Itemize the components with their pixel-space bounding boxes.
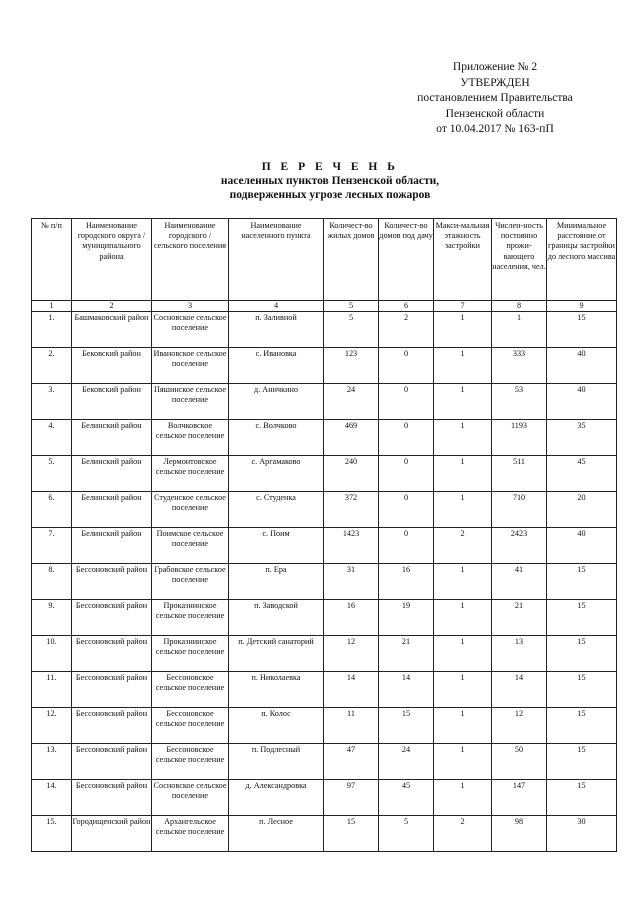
column-header: Наименование населенного пункта	[229, 219, 324, 301]
table-cell: 14	[379, 672, 434, 708]
column-number: 2	[72, 301, 152, 312]
table-cell: 14	[324, 672, 379, 708]
table-cell: с. Студенка	[229, 492, 324, 528]
table-cell: 40	[547, 384, 617, 420]
column-header: № п/п	[32, 219, 72, 301]
table-cell: 2.	[32, 348, 72, 384]
table-cell: 21	[492, 600, 547, 636]
approval-block	[395, 60, 595, 138]
table-cell: 3.	[32, 384, 72, 420]
table-cell: 35	[547, 420, 617, 456]
table-cell: 1	[434, 456, 492, 492]
table-row	[32, 312, 617, 348]
table-cell: 5	[379, 816, 434, 852]
table-row	[32, 348, 617, 384]
table-cell: 0	[379, 528, 434, 564]
table-cell: Бессоновский район	[72, 600, 152, 636]
table-cell: 2423	[492, 528, 547, 564]
table-cell: 98	[492, 816, 547, 852]
column-number: 5	[324, 301, 379, 312]
table-cell: 40	[547, 348, 617, 384]
table-cell: 123	[324, 348, 379, 384]
table-cell: Проказнинское сельское поселение	[152, 600, 229, 636]
table-cell: 0	[379, 456, 434, 492]
table-cell: 12	[324, 636, 379, 672]
table-cell: п. Подлесный	[229, 744, 324, 780]
table-cell: 710	[492, 492, 547, 528]
column-number: 9	[547, 301, 617, 312]
table-cell: 12	[492, 708, 547, 744]
table-row	[32, 708, 617, 744]
table-cell: п. Заводской	[229, 600, 324, 636]
table-cell: 21	[379, 636, 434, 672]
table-cell: Белинский район	[72, 456, 152, 492]
table-cell: 15	[547, 600, 617, 636]
table-row	[32, 780, 617, 816]
table-cell: 0	[379, 492, 434, 528]
table-cell: 45	[379, 780, 434, 816]
table-cell: 97	[324, 780, 379, 816]
table-cell: 19	[379, 600, 434, 636]
table-cell: Бековский район	[72, 348, 152, 384]
table-cell: 469	[324, 420, 379, 456]
table-cell: 4.	[32, 420, 72, 456]
table-cell: Бессоновский район	[72, 636, 152, 672]
approval-resolution: постановлением Правительства	[417, 92, 573, 104]
table-cell: Волчковское сельское поселение	[152, 420, 229, 456]
table-cell: с. Аргамаково	[229, 456, 324, 492]
table-cell: Поимское сельское поселение	[152, 528, 229, 564]
table-cell: 20	[547, 492, 617, 528]
column-number: 6	[379, 301, 434, 312]
table-cell: 47	[324, 744, 379, 780]
table-cell: Белинский район	[72, 420, 152, 456]
table-cell: 13.	[32, 744, 72, 780]
table-cell: 1193	[492, 420, 547, 456]
table-cell: 10.	[32, 636, 72, 672]
title-subtitle-line2: подверженных угрозе лесных пожаров	[229, 189, 431, 201]
table-row	[32, 600, 617, 636]
table-cell: 41	[492, 564, 547, 600]
table-row	[32, 816, 617, 852]
table-cell: 40	[547, 528, 617, 564]
table-cell: Грабовское сельское поселение	[152, 564, 229, 600]
table-cell: 5.	[32, 456, 72, 492]
table-cell: Архангельское сельское поселение	[152, 816, 229, 852]
column-header: Количест-во жилых домов	[324, 219, 379, 301]
table-cell: 12.	[32, 708, 72, 744]
table-cell: 1	[434, 492, 492, 528]
column-number-row	[32, 301, 617, 312]
table-cell: 15	[547, 312, 617, 348]
table-cell: 1	[434, 672, 492, 708]
table-cell: Белинский район	[72, 528, 152, 564]
column-header: Макси-мальная этажность застройки	[434, 219, 492, 301]
table-cell: 511	[492, 456, 547, 492]
settlements-table	[31, 218, 617, 852]
table-cell: 1	[434, 420, 492, 456]
column-header: Минимальное расстояние от границы застройки до лесного массива	[547, 219, 617, 301]
table-cell: Бессоновский район	[72, 780, 152, 816]
table-cell: 16	[379, 564, 434, 600]
table-row	[32, 456, 617, 492]
table-cell: п. Колос	[229, 708, 324, 744]
table-cell: Пяшинское сельское поселение	[152, 384, 229, 420]
table-cell: 11.	[32, 672, 72, 708]
table-cell: п. Ера	[229, 564, 324, 600]
table-cell: 15	[379, 708, 434, 744]
column-header: Наименование городского / сельского поселения	[152, 219, 229, 301]
table-row	[32, 744, 617, 780]
table-cell: Проказнинское сельское поселение	[152, 636, 229, 672]
table-cell: д. Аничкино	[229, 384, 324, 420]
table-cell: д. Александровка	[229, 780, 324, 816]
table-cell: Студенское сельское поселение	[152, 492, 229, 528]
table-cell: Бессоновский район	[72, 672, 152, 708]
table-cell: Бековский район	[72, 384, 152, 420]
table-cell: 2	[434, 528, 492, 564]
table-cell: 14	[492, 672, 547, 708]
table-cell: Башмаковский район	[72, 312, 152, 348]
table-body	[32, 312, 617, 852]
table-cell: Бессоновский район	[72, 744, 152, 780]
approval-region: Пензенской области	[445, 107, 545, 120]
table-cell: 0	[379, 348, 434, 384]
table-cell: 14.	[32, 780, 72, 816]
table-row	[32, 384, 617, 420]
table-cell: 1	[434, 600, 492, 636]
table-header-row	[32, 219, 617, 301]
table-cell: Лермонтовское сельское поселение	[152, 456, 229, 492]
column-header: Наименование городского округа / муниципального района	[72, 219, 152, 301]
table-cell: 372	[324, 492, 379, 528]
table-cell: 24	[324, 384, 379, 420]
table-cell: 7.	[32, 528, 72, 564]
table-cell: 15	[547, 564, 617, 600]
table-row	[32, 492, 617, 528]
table-cell: Бессоновское сельское поселение	[152, 672, 229, 708]
table-cell: 1	[434, 780, 492, 816]
table-cell: п. Николаевка	[229, 672, 324, 708]
table-cell: Бессоновский район	[72, 708, 152, 744]
table-cell: Сосновское сельское поселение	[152, 780, 229, 816]
table-row	[32, 420, 617, 456]
title-subtitle-line1: населенных пунктов Пензенской области,	[220, 175, 440, 187]
table-cell: 240	[324, 456, 379, 492]
table-cell: 30	[547, 816, 617, 852]
column-number: 4	[229, 301, 324, 312]
table-cell: Городищенский район	[72, 816, 152, 852]
table-cell: 13	[492, 636, 547, 672]
table-cell: с. Ивановка	[229, 348, 324, 384]
approval-date: от 10.04.2017 № 163-пП	[436, 123, 554, 135]
table-cell: 6.	[32, 492, 72, 528]
table-cell: 31	[324, 564, 379, 600]
table-cell: 53	[492, 384, 547, 420]
table-cell: Ивановское сельское поселение	[152, 348, 229, 384]
table-cell: 147	[492, 780, 547, 816]
table-cell: 0	[379, 384, 434, 420]
title-heading: П Е Р Е Ч Е Н Ь	[261, 161, 399, 173]
table-cell: 1	[434, 636, 492, 672]
table-cell: 2	[379, 312, 434, 348]
table-cell: 1	[492, 312, 547, 348]
table-cell: Бессоновское сельское поселение	[152, 744, 229, 780]
table-cell: 16	[324, 600, 379, 636]
table-cell: 15	[547, 636, 617, 672]
column-number: 8	[492, 301, 547, 312]
table-cell: с. Поим	[229, 528, 324, 564]
column-number: 3	[152, 301, 229, 312]
table-cell: 1	[434, 744, 492, 780]
column-number: 7	[434, 301, 492, 312]
table-cell: Сосновское сельское поселение	[152, 312, 229, 348]
table-cell: 8.	[32, 564, 72, 600]
table-cell: 1	[434, 384, 492, 420]
table-cell: 1	[434, 708, 492, 744]
column-header: Количест-во домов под дачу	[379, 219, 434, 301]
table-cell: 1	[434, 564, 492, 600]
table-cell: 2	[434, 816, 492, 852]
table-row	[32, 672, 617, 708]
table-cell: 11	[324, 708, 379, 744]
column-number: 1	[32, 301, 72, 312]
table-cell: 15	[547, 744, 617, 780]
table-cell: п. Лесное	[229, 816, 324, 852]
table-cell: с. Волчково	[229, 420, 324, 456]
table-cell: 333	[492, 348, 547, 384]
table-row	[32, 636, 617, 672]
table-cell: 0	[379, 420, 434, 456]
table-cell: Бессоновское сельское поселение	[152, 708, 229, 744]
table-row	[32, 528, 617, 564]
appendix-number: Приложение № 2	[452, 61, 538, 73]
table-cell: 15	[547, 780, 617, 816]
table-cell: 1423	[324, 528, 379, 564]
table-cell: 1	[434, 348, 492, 384]
table-cell: Бессоновский район	[72, 564, 152, 600]
table-cell: 15	[324, 816, 379, 852]
table-cell: п. Детский санаторий	[229, 636, 324, 672]
table-cell: 45	[547, 456, 617, 492]
document-title	[180, 160, 480, 202]
table-cell: 15.	[32, 816, 72, 852]
table-cell: 50	[492, 744, 547, 780]
approved-label: УТВЕРЖДЕН	[460, 76, 530, 89]
table-cell: Белинский район	[72, 492, 152, 528]
table-cell: 15	[547, 672, 617, 708]
table-cell: п. Заливной	[229, 312, 324, 348]
table-cell: 9.	[32, 600, 72, 636]
table-cell: 24	[379, 744, 434, 780]
table-cell: 1.	[32, 312, 72, 348]
table-cell: 5	[324, 312, 379, 348]
table-row	[32, 564, 617, 600]
table-cell: 1	[434, 312, 492, 348]
table-cell: 15	[547, 708, 617, 744]
column-header: Числен-ность постоянно прожи-вающего населения, чел.	[492, 219, 547, 301]
